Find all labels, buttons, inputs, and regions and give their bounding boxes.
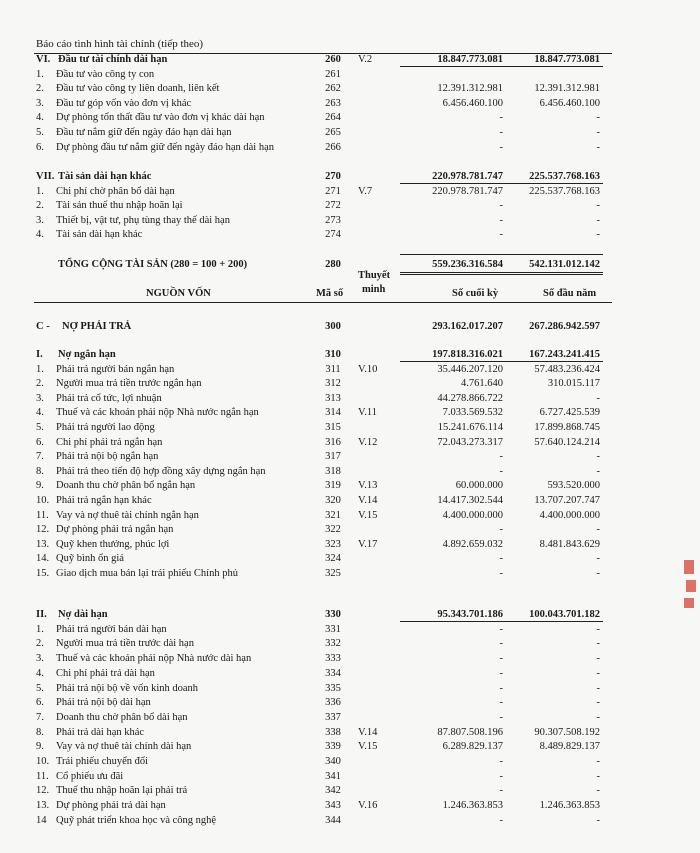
row-code: 320	[325, 495, 341, 506]
row-end: -	[499, 697, 503, 709]
section-header-name: Nợ ngắn hạn	[58, 349, 116, 360]
total-top-rule	[400, 254, 603, 255]
row-beg: -	[596, 568, 600, 579]
row-end: -	[499, 127, 503, 138]
section-header-beg: 167.243.241.415	[529, 349, 600, 360]
row-num: 10.	[36, 756, 50, 767]
row-beg: -	[596, 524, 600, 536]
row-note: V.11	[358, 407, 377, 419]
section-header-end: 220.978.781.747	[432, 171, 503, 182]
row-beg: 8.481.843.629	[539, 538, 600, 550]
row-name: Đầu tư vào công ty liên doanh, liên kết	[56, 83, 220, 95]
row-end: 15.241.676.114	[437, 422, 503, 433]
row-code: 272	[325, 200, 341, 212]
row-code: 343	[325, 800, 341, 812]
row-num: 1.	[36, 363, 44, 375]
section-header-code: 270	[325, 171, 341, 182]
row-beg: 12.391.312.981	[534, 83, 600, 95]
row-end: -	[499, 214, 503, 226]
section-header-name: Đầu tư tài chính dài hạn	[58, 54, 168, 65]
row-end: 220.978.781.747	[432, 185, 503, 197]
row-num: 3.	[36, 214, 44, 226]
row-num: 14.	[36, 553, 50, 565]
section-header-num: VII.	[36, 171, 55, 182]
row-beg: -	[596, 553, 600, 565]
row-name: Chi phí phải trả dài hạn	[56, 667, 155, 679]
row-name: Thuế thu nhập hoãn lại phải trả	[56, 785, 188, 797]
section-header-end: 95.343.701.186	[437, 609, 503, 620]
row-num: 9.	[36, 741, 44, 753]
row-note: V.16	[358, 800, 378, 812]
section-header-num: II.	[36, 609, 47, 620]
row-note: V.14	[358, 726, 378, 738]
row-num: 8.	[36, 465, 44, 477]
row-num: 7.	[36, 451, 44, 463]
row-num: 6.	[36, 141, 44, 153]
row-name: Đầu tư nắm giữ đến ngày đáo hạn dài hạn	[56, 127, 232, 138]
column-header-rule	[34, 302, 612, 303]
row-beg: -	[596, 465, 600, 477]
total-assets-begin: 542.131.012.142	[529, 259, 600, 270]
row-end: 44.278.866.722	[437, 392, 503, 404]
col-header-note-1: Thuyết	[358, 270, 391, 281]
row-num: 12.	[36, 524, 50, 536]
row-code: 312	[325, 378, 341, 390]
subtotal-rule	[400, 183, 603, 184]
row-note: V.12	[358, 436, 378, 448]
total-double-rule-2	[400, 274, 603, 275]
row-name: Thuế và các khoản phải nộp Nhà nước dài hạn	[56, 653, 252, 665]
row-name: Chi phí chờ phân bổ dài hạn	[56, 185, 175, 197]
section-header-beg: 100.043.701.182	[529, 609, 600, 620]
row-num: 5.	[36, 127, 44, 138]
row-code: 341	[325, 770, 341, 782]
row-beg: 6.456.460.100	[539, 97, 600, 109]
liabilities-code: 300	[325, 321, 341, 332]
row-num: 1.	[36, 185, 44, 197]
row-end: -	[499, 785, 503, 797]
row-end: 6.289.829.137	[442, 741, 503, 753]
row-name: Vay và nợ thuê tài chính ngắn hạn	[56, 509, 199, 521]
row-note: V.17	[358, 538, 378, 550]
section-header-code: 310	[325, 349, 341, 360]
row-end: 35.446.207.120	[437, 363, 503, 375]
row-name: Quỹ khen thưởng, phúc lợi	[56, 538, 170, 550]
row-code: 324	[325, 553, 341, 565]
liabilities-end: 293.162.017.207	[432, 321, 503, 332]
row-end: -	[499, 112, 503, 124]
row-code: 331	[325, 623, 341, 635]
row-name: Phải trả dài hạn khác	[56, 726, 145, 738]
row-end: 60.000.000	[455, 480, 503, 492]
row-code: 334	[325, 667, 341, 679]
section-header-name: Tài sản dài hạn khác	[58, 171, 152, 182]
row-beg: 593.520.000	[547, 480, 600, 492]
row-num: 4.	[36, 667, 44, 679]
row-code: 313	[325, 392, 341, 404]
subtotal-rule	[400, 361, 603, 362]
row-code: 317	[325, 451, 341, 463]
row-end: 14.417.302.544	[437, 495, 503, 506]
row-end: -	[499, 229, 503, 241]
report-header: Báo cáo tình hình tài chính (tiếp theo)	[36, 38, 204, 50]
row-beg: -	[596, 682, 600, 694]
row-name: Phải trả người bán dài hạn	[56, 623, 167, 635]
total-double-rule-1	[400, 272, 603, 273]
section-header-num: VI.	[36, 54, 51, 65]
row-beg: 90.307.508.192	[534, 726, 600, 738]
subtotal-rule	[400, 66, 603, 67]
section-header-end: 197.818.316.021	[432, 349, 503, 360]
row-beg: -	[596, 127, 600, 138]
liabilities-label: NỢ PHẢI TRẢ	[62, 321, 132, 332]
row-end: -	[499, 524, 503, 536]
col-header-end: Số cuối kỳ	[452, 288, 499, 299]
row-num: 13.	[36, 800, 50, 812]
row-code: 339	[325, 741, 341, 753]
row-beg: 4.400.000.000	[539, 509, 600, 521]
row-num: 5.	[36, 682, 44, 694]
row-name: Dự phòng phải trả ngắn hạn	[56, 524, 174, 536]
row-end: -	[499, 814, 503, 826]
row-beg: -	[596, 711, 600, 723]
row-end: 1.246.363.853	[442, 800, 503, 812]
section-header-beg: 18.847.773.081	[534, 54, 600, 65]
row-code: 271	[325, 185, 341, 197]
row-num: 2.	[36, 638, 44, 650]
row-name: Đầu tư góp vốn vào đơn vị khác	[56, 97, 192, 109]
row-end: -	[499, 451, 503, 463]
row-code: 336	[325, 697, 341, 709]
row-beg: -	[596, 667, 600, 679]
row-num: 14	[36, 814, 47, 826]
row-num: 7.	[36, 711, 44, 723]
row-code: 264	[325, 112, 341, 124]
row-code: 325	[325, 568, 341, 579]
row-name: Phải trả nội bộ dài hạn	[56, 697, 151, 709]
section-header-code: 260	[325, 54, 341, 65]
row-code: 318	[325, 465, 341, 477]
liabilities-num: C -	[36, 321, 50, 332]
row-name: Người mua trả tiền trước dài hạn	[56, 638, 194, 650]
row-beg: -	[596, 200, 600, 212]
section-header-note: V.2	[358, 54, 373, 65]
row-code: 319	[325, 480, 341, 492]
row-code: 335	[325, 682, 341, 694]
row-beg: -	[596, 451, 600, 463]
row-end: -	[499, 682, 503, 694]
col-header-note-2: minh	[362, 284, 386, 295]
row-code: 273	[325, 214, 341, 226]
row-num: 15.	[36, 568, 50, 579]
row-num: 8.	[36, 726, 44, 738]
row-num: 2.	[36, 83, 44, 95]
section-header-code: 330	[325, 609, 341, 620]
total-assets-code: 280	[325, 259, 341, 270]
row-end: 4.400.000.000	[442, 509, 503, 521]
row-beg: 1.246.363.853	[539, 800, 600, 812]
row-beg: -	[596, 785, 600, 797]
row-num: 10.	[36, 495, 50, 506]
row-code: 311	[325, 363, 341, 375]
row-beg: -	[596, 653, 600, 665]
row-code: 274	[325, 229, 341, 241]
red-stamp-mark	[684, 560, 696, 620]
row-name: Quỹ phát triển khoa học và công nghệ	[56, 814, 217, 826]
row-name: Trái phiếu chuyển đổi	[56, 756, 149, 767]
row-code: 340	[325, 756, 341, 767]
row-beg: 13.707.207.747	[534, 495, 600, 506]
row-name: Phải trả cổ tức, lợi nhuận	[56, 392, 162, 404]
row-end: 72.043.273.317	[437, 436, 503, 448]
row-name: Phải trả ngắn hạn khác	[56, 495, 152, 506]
col-header-source: NGUỒN VỐN	[146, 288, 211, 299]
liabilities-begin: 267.286.942.597	[529, 321, 600, 332]
row-beg: -	[596, 214, 600, 226]
row-code: 323	[325, 538, 341, 550]
row-num: 4.	[36, 112, 44, 124]
row-end: 12.391.312.981	[437, 83, 503, 95]
row-code: 321	[325, 509, 341, 521]
row-beg: -	[596, 770, 600, 782]
row-code: 333	[325, 653, 341, 665]
row-code: 314	[325, 407, 341, 419]
row-num: 2.	[36, 378, 44, 390]
row-note: V.13	[358, 480, 378, 492]
row-code: 263	[325, 97, 341, 109]
row-beg: -	[596, 229, 600, 241]
row-code: 342	[325, 785, 341, 797]
row-name: Cổ phiếu ưu đãi	[56, 770, 124, 782]
row-end: -	[499, 568, 503, 579]
row-end: -	[499, 653, 503, 665]
row-name: Phải trả nội bộ về vốn kinh doanh	[56, 682, 199, 694]
row-end: 4.892.659.032	[442, 538, 503, 550]
row-beg: 310.015.117	[547, 378, 600, 390]
row-end: -	[499, 623, 503, 635]
row-name: Phải trả nội bộ ngắn hạn	[56, 451, 159, 463]
row-code: 344	[325, 814, 341, 826]
row-name: Thiết bị, vật tư, phụ tùng thay thế dài hạn	[56, 214, 230, 226]
row-num: 3.	[36, 97, 44, 109]
row-num: 1.	[36, 68, 44, 80]
row-num: 11.	[36, 770, 49, 782]
section-header-name: Nợ dài hạn	[58, 609, 108, 620]
row-num: 1.	[36, 623, 44, 635]
row-beg: -	[596, 638, 600, 650]
row-code: 337	[325, 711, 341, 723]
row-end: -	[499, 667, 503, 679]
row-name: Chi phí phải trả ngắn hạn	[56, 436, 163, 448]
row-name: Doanh thu chờ phân bổ dài hạn	[56, 711, 188, 723]
section-header-end: 18.847.773.081	[437, 54, 503, 65]
row-num: 13.	[36, 538, 50, 550]
row-end: -	[499, 756, 503, 767]
row-name: Người mua trả tiền trước ngắn hạn	[56, 378, 202, 390]
subtotal-rule	[400, 621, 603, 622]
row-code: 265	[325, 127, 341, 138]
row-name: Doanh thu chờ phân bổ ngắn hạn	[56, 480, 196, 492]
row-beg: -	[596, 697, 600, 709]
row-beg: -	[596, 392, 600, 404]
row-end: -	[499, 141, 503, 153]
section-header-num: I.	[36, 349, 43, 360]
row-num: 4.	[36, 229, 44, 241]
row-end: -	[499, 638, 503, 650]
row-end: 87.807.508.196	[437, 726, 503, 738]
section-header-beg: 225.537.768.163	[529, 171, 600, 182]
row-beg: -	[596, 623, 600, 635]
row-name: Dự phòng đầu tư nắm giữ đến ngày đáo hạn dài hạn	[56, 141, 274, 153]
col-header-begin: Số đầu năm	[543, 288, 597, 299]
row-end: 4.761.640	[461, 378, 503, 390]
row-name: Phải trả người bán ngắn hạn	[56, 363, 175, 375]
row-code: 266	[325, 141, 341, 153]
row-end: -	[499, 711, 503, 723]
total-assets-end: 559.236.316.584	[432, 259, 503, 270]
row-beg: -	[596, 112, 600, 124]
row-name: Dự phòng phải trả dài hạn	[56, 800, 166, 812]
row-end: -	[499, 200, 503, 212]
row-name: Phải trả theo tiến độ hợp đồng xây dựng ngắn hạn	[56, 465, 266, 477]
row-name: Tài sản dài hạn khác	[56, 229, 143, 241]
row-beg: -	[596, 756, 600, 767]
col-header-code: Mã số	[316, 288, 344, 299]
row-beg: 57.640.124.214	[534, 436, 600, 448]
row-beg: 57.483.236.424	[534, 363, 600, 375]
row-num: 9.	[36, 480, 44, 492]
row-num: 4.	[36, 407, 44, 419]
row-code: 316	[325, 436, 341, 448]
row-end: 6.456.460.100	[442, 97, 503, 109]
row-num: 6.	[36, 697, 44, 709]
row-num: 5.	[36, 422, 44, 433]
row-name: Vay và nợ thuê tài chính dài hạn	[56, 741, 192, 753]
row-code: 322	[325, 524, 341, 536]
row-name: Đầu tư vào công ty con	[56, 68, 155, 80]
row-note: V.14	[358, 495, 378, 506]
row-name: Dự phòng tổn thất đầu tư vào đơn vị khác dài hạn	[56, 112, 265, 124]
row-end: -	[499, 770, 503, 782]
row-end: -	[499, 553, 503, 565]
row-note: V.15	[358, 509, 378, 521]
row-code: 332	[325, 638, 341, 650]
row-name: Giao dịch mua bán lại trái phiếu Chính phủ	[56, 568, 238, 579]
row-end: 7.033.569.532	[442, 407, 503, 419]
row-num: 6.	[36, 436, 44, 448]
row-code: 315	[325, 422, 341, 433]
row-beg: 225.537.768.163	[529, 185, 600, 197]
row-beg: 6.727.425.539	[539, 407, 600, 419]
total-assets-label: TỔNG CỘNG TÀI SẢN (280 = 100 + 200)	[58, 259, 248, 270]
row-beg: 8.489.829.137	[539, 741, 600, 753]
row-end: -	[499, 465, 503, 477]
row-beg: -	[596, 814, 600, 826]
row-code: 262	[325, 83, 341, 95]
row-code: 261	[325, 68, 341, 80]
row-name: Quỹ bình ổn giá	[56, 553, 124, 565]
row-num: 2.	[36, 200, 44, 212]
row-num: 11.	[36, 509, 49, 521]
row-num: 12.	[36, 785, 50, 797]
row-beg: -	[596, 141, 600, 153]
row-note: V.10	[358, 363, 378, 375]
row-num: 3.	[36, 653, 44, 665]
row-name: Thuế và các khoản phải nộp Nhà nước ngắn hạn	[56, 407, 259, 419]
row-note: V.7	[358, 185, 373, 197]
row-num: 3.	[36, 392, 44, 404]
row-name: Phải trả người lao động	[56, 422, 155, 433]
row-name: Tài sản thuế thu nhập hoãn lại	[56, 200, 183, 212]
row-note: V.15	[358, 741, 378, 753]
row-beg: 17.899.868.745	[534, 422, 600, 433]
row-code: 338	[325, 726, 341, 738]
